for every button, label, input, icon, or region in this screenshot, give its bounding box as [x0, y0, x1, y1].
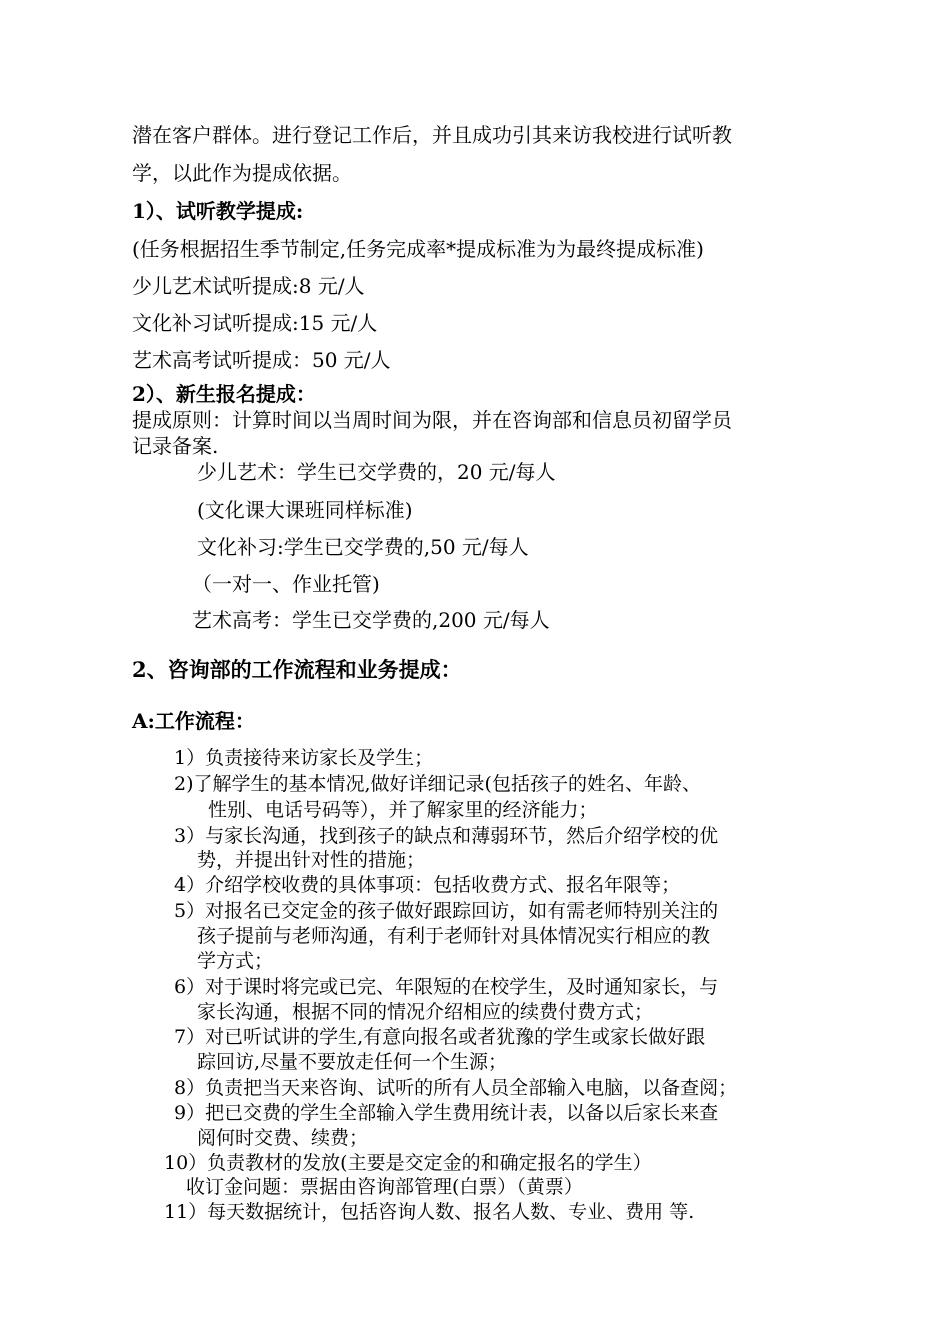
list-item: 11）每天数据统计，包括咨询人数、报名人数、专业、费用 等. — [164, 1201, 695, 1223]
enroll-item-art-exam: 艺术高考：学生已交学费的,200 元/每人 — [192, 608, 550, 632]
list-item: 10）负责教材的发放(主要是交定金的和确定报名的学生） — [164, 1152, 652, 1174]
enroll-commission-heading: 2）、新生报名提成： — [132, 382, 316, 406]
list-item: 9）把已交费的学生全部输入学生费用统计表，以备以后家长来查 — [174, 1102, 719, 1124]
list-item: 4）介绍学校收费的具体事项：包括收费方式、报名年限等； — [174, 874, 681, 896]
list-item: 1）负责接待来访家长及学生； — [174, 747, 434, 769]
list-item: 2)了解学生的基本情况,做好详细记录(包括孩子的姓名、年龄、 — [174, 773, 701, 795]
trial-item-tutoring: 文化补习试听提成:15 元/人 — [132, 311, 378, 335]
intro-line-1: 潜在客户群体。进行登记工作后，并且成功引其来访我校进行试听教 — [132, 123, 732, 147]
list-item: 5）对报名已交定金的孩子做好跟踪回访，如有需老师特别关注的 — [174, 900, 719, 922]
trial-commission-note: (任务根据招生季节制定,任务完成率*提成标准为为最终提成标准) — [132, 237, 704, 261]
list-item: 6）对于课时将完或已完、年限短的在校学生，及时通知家长，与 — [174, 976, 719, 998]
enroll-principle-line-2: 记录备案. — [132, 434, 219, 458]
list-item: 阅何时交费、续费； — [197, 1127, 369, 1149]
list-item: 收订金问题：票据由咨询部管理(白票）（黄票） — [186, 1176, 583, 1198]
enroll-item-note-large-class: (文化课大课班同样标准) — [197, 498, 413, 522]
trial-item-art-exam: 艺术高考试听提成：50 元/人 — [132, 348, 391, 372]
list-item: 家长沟通，根据不同的情况介绍相应的续费付费方式； — [197, 1001, 654, 1023]
enroll-item-tutoring: 文化补习:学生已交学费的,50 元/每人 — [197, 535, 529, 559]
trial-item-children-art: 少儿艺术试听提成:8 元/人 — [132, 274, 365, 298]
list-item: 8）负责把当天来咨询、试听的所有人员全部输入电脑，以备查阅； — [174, 1077, 738, 1099]
intro-line-2: 学，以此作为提成依据。 — [132, 161, 352, 185]
list-item: 学方式； — [197, 950, 274, 972]
list-item: 7）对已听试讲的学生,有意向报名或者犹豫的学生或家长做好跟 — [174, 1026, 706, 1048]
enroll-item-children-art: 少儿艺术：学生已交学费的，20 元/每人 — [197, 460, 556, 484]
list-item: 3）与家长沟通，找到孩子的缺点和薄弱环节，然后介绍学校的优 — [174, 825, 719, 847]
trial-commission-heading: 1）、试听教学提成: — [132, 199, 304, 223]
list-item: 性别、电话号码等），并了解家里的经济能力； — [208, 799, 598, 821]
enroll-item-note-one-on-one: （一对一、作业托管) — [192, 572, 380, 596]
enroll-principle-line-1: 提成原则：计算时间以当周时间为限，并在咨询部和信息员初留学员 — [132, 408, 732, 432]
section-2-heading: 2、咨询部的工作流程和业务提成： — [132, 657, 462, 682]
workflow-heading: A:工作流程： — [132, 709, 255, 733]
list-item: 踪回访,尽量不要放走任何一个生源； — [197, 1051, 508, 1073]
list-item: 势，并提出针对性的措施； — [197, 849, 426, 871]
list-item: 孩子提前与老师沟通，有利于老师针对具体情况实行相应的教 — [197, 925, 711, 947]
